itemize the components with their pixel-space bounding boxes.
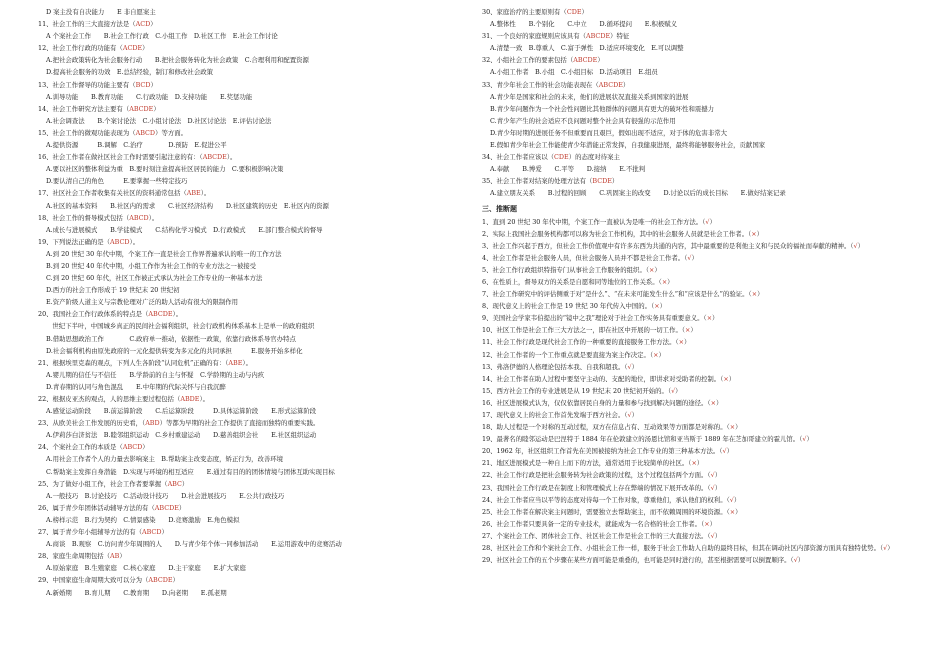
judgment-line xyxy=(482,324,922,336)
question-line xyxy=(38,393,456,405)
question-text: 20、1962 年，社区组织工作首先在美国被接纳为社会工作专业的第三种基本方法。（ xyxy=(482,447,723,456)
answer-options: A.伊莉莎白济贫法 B.睦邻组织运动 C.乡村重建运动 D.慈善组织会社 E.社区组织运动 xyxy=(46,431,317,440)
judgment-mark: × xyxy=(678,338,685,347)
answer-key: ABC xyxy=(167,479,182,488)
question-text: 27、个案社会工作、团体社会工作、社区社会工作是社会工作的三大直接方法。（ xyxy=(482,531,711,540)
question-text: 26、社会工作者只要具备一定的专业技术，就能成为一名合格的社会工作者。（ xyxy=(482,519,705,528)
answer-options: A.把社会政策转化为社会服务行动 B.把社会服务转化为社会政策 C.合理利用和配置资源 xyxy=(46,56,309,65)
judgment-mark: √ xyxy=(671,386,676,395)
question-tail: ） xyxy=(153,104,160,113)
answer-key: ABCDE xyxy=(154,503,179,512)
answer-key: ABCD xyxy=(122,443,143,452)
question-line xyxy=(482,30,922,42)
answer-key: ABCD xyxy=(135,128,156,137)
question-tail: ） xyxy=(733,495,741,504)
question-text: 25、为了做好小组工作，社会工作者要掌握（ xyxy=(38,479,168,488)
question-line xyxy=(38,79,456,91)
answer-options: B.青少年问题作为一个社会性问题比其他群体的问题具有更大的破坏性和震撼力 xyxy=(490,104,715,113)
question-tail: ）等都为早期的社会工作提供了直接而独特的重要实践。 xyxy=(159,419,320,428)
question-line xyxy=(482,151,922,163)
answer-options: A.社会调查法 B.个案讨论法 C.小组讨论法 D.社区讨论法 E.评估讨论法 xyxy=(46,116,272,125)
judgment-line xyxy=(482,409,922,421)
question-tail: ）。 xyxy=(129,237,140,246)
question-text: 35、社会工作者对结案的处理方法有（ xyxy=(482,177,593,186)
question-line xyxy=(38,151,456,163)
question-text: 22、根据皮亚杰的观点，人的思维主要过程包括（ xyxy=(38,395,181,403)
answer-options: D.社会福利机构由原先政府的一元化提供转变为多元化的共同承担 E.服务开始多样化 xyxy=(46,346,303,355)
question-tail: ） xyxy=(119,552,126,561)
answer-options: A 个案社会工作 B.社会工作行政 C.小组工作 D.社区工作 E.社会工作讨论 xyxy=(46,32,278,41)
answer-options: E.资产阶级人道主义与宗教伦理对广泛的助人活动有很大的限制作用 xyxy=(46,298,239,307)
judgment-line xyxy=(482,494,922,506)
question-tail: ） xyxy=(690,326,697,335)
question-line xyxy=(38,212,456,224)
judgment-line xyxy=(482,506,922,518)
judgment-mark: √ xyxy=(710,531,715,540)
judgment-line xyxy=(482,554,922,566)
answer-key: BCD xyxy=(135,80,151,89)
question-tail: ） xyxy=(142,443,149,452)
question-text: 2、实际上我国社会服务机构都可以称为社会工作机构，其中的社会服务人员就是社会工作者。（ xyxy=(482,229,752,238)
question-text: 1、直到 20 世纪 30 年代中期，个案工作一直被认为是唯一的社会工作方法。（ xyxy=(482,217,706,226)
question-line xyxy=(38,550,456,562)
judgment-mark: √ xyxy=(710,471,715,480)
question-line xyxy=(38,127,456,139)
question-tail: ） xyxy=(735,507,742,516)
question-line xyxy=(38,18,456,30)
answer-options: D.青少年时期的进展任务不但重要而且艰巨，假如出现不适应，对于体的危害非常大 xyxy=(490,128,727,137)
judgment-mark: × xyxy=(691,459,697,468)
judgment-line xyxy=(482,445,922,457)
question-text: 21、根据埃里克森的观点，下列人生各阶段“认同危机”正确的有：（ xyxy=(38,358,229,367)
question-tail: ） xyxy=(631,362,638,371)
question-text: 25、社会工作者在解决案主问题时，需要独立去帮助案主，而不依赖周围的环境资源。（ xyxy=(482,507,730,516)
question-line xyxy=(38,478,456,490)
question-line xyxy=(38,187,456,199)
judgment-mark: √ xyxy=(627,411,632,419)
question-text: 34、社会工作者应该以（ xyxy=(482,153,555,162)
answer-key: ABCDE xyxy=(598,80,623,89)
judgment-line xyxy=(482,469,922,481)
question-text: 8、现代意义上的社会工作是 19 世纪 30 年代传入中国的。（ xyxy=(482,302,655,311)
question-text: 10、社区工作是社会工作三大方法之一，即在社区中开展的一切工作。（ xyxy=(482,326,686,335)
question-tail: ） xyxy=(857,241,864,250)
question-text: 28、家庭生命周期包括（ xyxy=(38,552,111,561)
answer-options: A.新婚期 B.育儿期 C.教育期 D.向老期 E.孤老期 xyxy=(46,588,227,597)
answer-options: A.建立朋友关系 B.过程的回顾 C.巩固案主的改变 D.讨论以后的成长目标 E.做好结案记录 xyxy=(490,189,786,198)
judgment-line xyxy=(482,264,922,276)
question-text: 18、社会工作的督导模式包括（ xyxy=(38,213,130,222)
answer-options: D 案主没有自决能力 E 非自愿案主 xyxy=(46,8,156,16)
judgment-mark: × xyxy=(654,302,660,311)
judgment-line xyxy=(482,421,922,433)
question-tail: ） xyxy=(714,531,722,540)
answer-options: C.到 20 世纪 60 年代，社区工作被正式承认为社会工作专业的一种基本方法 xyxy=(46,274,263,283)
question-text: 3、社会工作兴起于西方，但社会工作价值观中有许多东西为共通的内容，其中最重要的是利他主义和与民众的福祉而奉献的精神。（ xyxy=(482,241,854,250)
answer-key: ABCD xyxy=(129,213,149,222)
question-line xyxy=(38,308,456,320)
judgment-line xyxy=(482,349,922,361)
answer-key: ACD xyxy=(135,20,151,29)
answer-key: ABCDE xyxy=(148,310,173,319)
question-tail: ） xyxy=(172,576,179,585)
answer-options: A.成长与进展模式 B.学徒模式 C.结构化学习模式 D.行政模式 E.部门整合模式的督导 xyxy=(46,225,323,234)
question-tail: ）的态度对待案主 xyxy=(568,153,620,162)
judgment-mark: × xyxy=(723,374,729,383)
judgment-mark: × xyxy=(751,229,757,238)
answer-options: A.用社会工作者个人的力量去影响案主 B.帮助案主改变态度，矫正行为，改善环境 xyxy=(46,455,284,464)
answer-options: A.到 20 世纪 30 年代中期，个案工作一直是社会工作界普遍承认的唯一的工作方法 xyxy=(46,249,282,258)
question-text: 12、社会工作行政的功能有（ xyxy=(38,44,123,53)
answer-options: A.感觉运动阶段 B.前运算阶段 C.后运算阶段 D.具体运算阶段 E.形式运算阶段 xyxy=(46,407,317,416)
question-text: 13、社会工作督导的功能主要有（ xyxy=(38,80,136,89)
answer-key: ABCDE xyxy=(129,104,154,113)
question-line xyxy=(38,574,456,586)
question-tail: ）。 xyxy=(199,395,210,403)
judgment-mark: × xyxy=(653,350,659,359)
question-text: 17、现代意义上的社会工作首先发端于西方社会。（ xyxy=(482,411,628,419)
question-text: 16、社会工作者在做社区社会工作时需要引起注意的有：（ xyxy=(38,153,203,162)
judgment-line xyxy=(482,373,922,385)
question-text: 7、社会工作研究中的评估侧重于对“是什么”、“在未来可能发生什么”和“应该是什么”的验证。（ xyxy=(482,290,752,299)
question-tail: ）。 xyxy=(200,189,211,198)
question-tail: ） xyxy=(887,544,894,553)
question-tail: ） xyxy=(161,528,168,537)
question-tail: ） xyxy=(597,56,604,65)
answer-options: A.榜样示范 B.行为契约 C.情景感染 D.竞赛激励 E.角色模拟 xyxy=(46,515,240,524)
answer-key: ABCDE xyxy=(202,153,227,162)
question-tail: ） xyxy=(675,386,682,395)
judgment-mark: × xyxy=(661,277,668,286)
judgment-line xyxy=(482,216,922,228)
judgment-mark: × xyxy=(710,398,716,407)
judgment-line xyxy=(482,276,922,288)
answer-options: A.一般技巧 B.讨论技巧 C.活动设计技巧 D.社会进展技巧 E.公共行政技巧 xyxy=(46,491,285,500)
question-text: 11、社会工作的三大直接方法是（ xyxy=(38,20,136,29)
judgment-mark: √ xyxy=(729,495,734,504)
question-tail: ）。 xyxy=(242,358,252,367)
question-line xyxy=(482,6,922,18)
question-tail: ） xyxy=(581,8,588,16)
answer-options: A.整体性 B.个别化 C.中立 D.循环提问 E.积极赋义 xyxy=(490,20,678,29)
question-line xyxy=(38,502,456,514)
question-text: 33、青少年社会工作的社会功能表现在（ xyxy=(482,80,599,89)
judgment-mark: × xyxy=(729,423,736,432)
question-tail: ） xyxy=(658,350,665,359)
question-tail: ） xyxy=(622,80,630,89)
answer-options: B.到 20 世纪 40 年代中期，小组工作作为社会工作的专业方法之一被接受 xyxy=(46,261,257,270)
judgment-mark: √ xyxy=(705,217,710,226)
judgment-line xyxy=(482,361,922,373)
answer-key: ABCDE xyxy=(148,576,173,585)
judgment-mark: √ xyxy=(687,253,692,262)
answer-options: A.奉献 B.博爱 C.平等 D.接纳 E.不批判 xyxy=(490,165,646,174)
question-line xyxy=(38,526,456,538)
question-text: 21、地区进展模式是一种自上而下的方法，通常适用于比较简单的社区。（ xyxy=(482,459,692,468)
question-tail: ）等方面。 xyxy=(155,128,188,137)
question-tail: ）。 xyxy=(172,310,183,319)
answer-options: A.青少年是国家和社会的未来，他们的进展状况直接关系到国家的进展 xyxy=(490,92,689,101)
answer-key: ABE xyxy=(228,358,243,367)
judgment-line xyxy=(482,433,922,445)
answer-key: BCDE xyxy=(592,177,612,186)
question-line xyxy=(38,103,456,115)
answer-options: A.商谈 B.观察 C.访问青少年周围的人 D.与青少年个体一同参加活动 E.运用游戏中的竞赛活动 xyxy=(46,540,342,549)
judgment-line xyxy=(482,542,922,554)
answer-options: B.借助思想政治工作 C.政府单一推动，依据性一政策，依靠行政体系导官办特点 xyxy=(46,334,296,343)
answer-key: ABCDE xyxy=(573,56,598,65)
judgment-mark: √ xyxy=(710,483,715,492)
answer-options: D.西方的社会工作形成于 19 世纪末 20 世纪初 xyxy=(46,286,180,295)
judgment-mark: × xyxy=(751,290,758,299)
question-tail: ） xyxy=(709,519,716,528)
question-text: 27、属于青少年小组辅导方法的有（ xyxy=(38,528,142,537)
question-tail: ）。 xyxy=(148,213,159,222)
answer-key: CDE xyxy=(554,153,569,162)
question-text: 6、在性质上，督导双方的关系是自愿和同等地位的工作关系。（ xyxy=(482,277,662,286)
question-text: 29、中国家庭生命周期大致可以分为（ xyxy=(38,576,149,585)
answer-options: D.提高社会服务的功效 E.总结经验，制订和修改社会政策 xyxy=(46,68,213,77)
question-line xyxy=(38,357,456,369)
question-tail: ） xyxy=(797,556,805,565)
question-tail: ） xyxy=(142,44,149,53)
question-tail: ） xyxy=(726,447,733,456)
question-tail: ） xyxy=(150,80,157,89)
judgment-mark: × xyxy=(685,326,691,335)
answer-key: ACDE xyxy=(122,44,143,53)
question-text: 23、从欧美社会工作发展的历史看，（ xyxy=(38,419,146,428)
judgment-line xyxy=(482,300,922,312)
judgment-line xyxy=(482,240,922,252)
question-tail: ） xyxy=(654,265,661,274)
judgment-line xyxy=(482,336,922,348)
question-text: 28、社区社会工作和个案社会工作、小组社会工作一样，服务于社会工作助人自助的最终目标，但其在调动社区内部资源方面具有独特优势。（ xyxy=(482,544,884,553)
question-tail: ） xyxy=(150,20,157,29)
question-text: 32、小组社会工作的要素包括（ xyxy=(482,56,574,65)
question-text: 18、助人过程是一个对称的互动过程，双方在信息占有、互动效果等方面都是对称的。（ xyxy=(482,423,730,432)
answer-key: ABDE xyxy=(180,395,200,403)
answer-options: A.小组工作者 B.小组 C.小组目标 D.活动项目 E.组员 xyxy=(490,68,658,77)
question-text: 13、弗洛伊德的人格理论包括本我、自我和超我。（ xyxy=(482,362,628,371)
judgment-mark: × xyxy=(649,265,655,274)
judgment-line xyxy=(482,457,922,469)
judgment-mark: √ xyxy=(853,241,858,250)
judgment-line xyxy=(482,482,922,494)
question-tail: ） xyxy=(714,471,722,480)
answer-options: C.青少年产生的社会适应不良问题对整个社会具有很强的示范作用 xyxy=(490,116,676,125)
answer-options: C.帮助案主发挥自身潜能 D.实现与环境的相互适应 E.通过有目的的团体情境与团体互助实现目标 xyxy=(46,467,335,476)
question-text: 9、美国社会学家韦伯提出的“镜中之我”理论对于社会工作实务具有重要意义。（ xyxy=(482,314,707,323)
judgment-line xyxy=(482,518,922,530)
question-text: 29、社区社会工作的五个步骤在某些方面可能是重叠的，也可能是同时进行的，甚至根据需要可以倒置顺序。（ xyxy=(482,556,794,565)
question-line xyxy=(38,417,456,429)
answer-options: D.青春期的认同与角色混乱 E.中年期的代际关怀与自我沉醉 xyxy=(46,382,226,391)
section-title: 三、推断题 xyxy=(482,203,517,213)
judgment-mark: √ xyxy=(793,556,798,565)
question-line xyxy=(482,79,922,91)
answer-options: A.要以社区的整体利益为重 B.要时刻注意提高社区居民的能力 C.要积极影响决策 xyxy=(46,165,284,174)
left-column xyxy=(38,6,456,599)
question-tail: ） xyxy=(756,229,764,238)
answer-key: AB xyxy=(110,552,120,561)
answer-key: ABCD xyxy=(110,237,130,246)
question-text: 5、社会工作行政组织特指专门从事社会工作服务的组织。（ xyxy=(482,265,650,274)
question-tail: ） xyxy=(631,411,638,419)
question-line xyxy=(482,175,922,187)
question-text: 15、西方社会工作的专业进展是从 19 世纪末 20 世纪初开始的。（ xyxy=(482,386,672,395)
question-tail: ） xyxy=(715,398,723,407)
question-tail: ） xyxy=(728,374,736,383)
judgment-mark: √ xyxy=(802,435,807,444)
question-text: 24、个案社会工作的本质是（ xyxy=(38,443,123,452)
question-text: 20、我国社会工作行政体系的特点是（ xyxy=(38,310,149,319)
answer-key: ABD xyxy=(145,419,160,428)
question-text: 30、家庭治疗的主要原则有（ xyxy=(482,8,567,16)
question-text: 22、社会工作行政是把社会服务转为社会政策的过程，这个过程包括两个方面。（ xyxy=(482,471,711,480)
question-line xyxy=(482,54,922,66)
question-line xyxy=(38,236,456,248)
question-line xyxy=(38,441,456,453)
question-text: 26、属于青少年团体活动辅导方法的有（ xyxy=(38,503,155,512)
question-text: 19、最著名的睦邻运动是巴涅特于 1884 年在伦敦建立的汤恩比馆和亚当斯于 1889 年在芝加哥建立的霍儿馆。（ xyxy=(482,435,803,444)
judgment-mark: × xyxy=(706,314,713,323)
question-text: 31、一个良好的家庭规则应该具有（ xyxy=(482,32,586,41)
judgment-mark: √ xyxy=(883,544,888,553)
answer-options: A.社区的基本资料 B.社区内的需求 C.社区经济结构 D.社区建筑的历史 E.社区内的资源 xyxy=(46,201,329,210)
judgment-mark: × xyxy=(704,519,710,528)
question-tail: ） xyxy=(709,217,716,226)
answer-options: A.训导功能 B.教育功能 C.行政功能 D.支持功能 E.奖惩功能 xyxy=(46,92,253,101)
question-text: 14、社会工作者在助人过程中要坚守主动的、支配的地位，即讲求对受助者的控制。（ xyxy=(482,374,724,383)
answer-key: ABCDE xyxy=(586,32,611,41)
answer-options: A.清楚一致 B.尊重人 C.富于弹性 D.适应环境变化 E.可以调整 xyxy=(490,44,684,53)
question-tail: ） xyxy=(181,479,189,488)
question-line xyxy=(38,42,456,54)
judgment-line xyxy=(482,252,922,264)
judgment-mark: × xyxy=(729,507,736,516)
answer-options: E.假如青少年社会工作能使青少年潜能正常发挥，自我健康进展，最终将能够服务社会，贡献国家 xyxy=(490,141,766,150)
question-tail: ） xyxy=(714,483,722,492)
answer-options: D.要认清自己的角色 E.要掌握一些特定技巧 xyxy=(46,177,188,186)
answer-key: ABCD xyxy=(142,528,162,537)
answer-options: A.提供资源 B.调解 C.治疗 D.预防 E.促进公平 xyxy=(46,141,227,150)
judgment-line xyxy=(482,288,922,300)
question-tail: ） xyxy=(735,423,742,432)
question-tail: ）。 xyxy=(226,153,237,162)
answer-key: ABE xyxy=(186,189,201,198)
judgment-line xyxy=(482,312,922,324)
question-text: 14、社会工作研究方法主要有（ xyxy=(38,104,130,113)
judgment-line xyxy=(482,530,922,542)
question-tail: ） xyxy=(691,253,698,262)
judgment-line xyxy=(482,228,922,240)
question-tail: ） xyxy=(611,177,619,186)
question-text: 19、下列说法正确的是（ xyxy=(38,237,111,246)
question-text: 11、社会工作行政是现代社会工作的一种重要的直接服务工作方法。（ xyxy=(482,338,679,347)
answer-options: A.原始家庭 B.生殖家庭 C.核心家庭 D.主干家庭 E.扩大家庭 xyxy=(46,564,246,573)
question-text: 4、社会工作者是社会服务人员，但社会服务人员并不都是社会工作者。（ xyxy=(482,253,688,262)
answer-key: CDE xyxy=(566,8,582,16)
judgment-mark: √ xyxy=(722,447,727,456)
question-tail: ） xyxy=(757,290,764,299)
question-tail: ） xyxy=(806,435,813,444)
question-tail: ） xyxy=(659,302,666,311)
question-text: 24、社会工作者应当以平等的态度对待每一个工作对象，尊重他们，承认他们的权利。（ xyxy=(482,495,730,504)
question-text: 15、社会工作的微观功能表现为（ xyxy=(38,128,136,137)
judgment-line xyxy=(482,385,922,397)
question-text: 23、我国社会工作行政是在制度上和管理模式上存在弊端的情况下展开改革的。（ xyxy=(482,483,711,492)
question-tail: ） xyxy=(667,277,674,286)
question-tail: ） xyxy=(684,338,691,347)
question-tail: ） xyxy=(178,503,186,512)
question-text: 16、社区进展模式认为，仅仅依靠居民自身的力量和参与找到解决问题的途径。（ xyxy=(482,398,711,407)
question-text: 12、社会工作者的一个工作重点就是要直接为案主作决定。（ xyxy=(482,350,654,359)
question-tail: ） xyxy=(696,459,704,468)
judgment-line xyxy=(482,397,922,409)
answer-options: A.婴儿期的信任与不信任 B.学龄前的自主与怀疑 C.学龄期的主动与内疚 xyxy=(46,370,265,379)
question-tail: ）特征 xyxy=(610,32,630,41)
judgment-mark: √ xyxy=(627,362,632,371)
answer-options: 世纪下半叶，中国城乡真正的民间社会福利组织，社会行政机构体系基本上是单一的政府组织 xyxy=(46,322,315,331)
question-text: 17、社区社会工作者收集有关社区的资料通常包括（ xyxy=(38,189,187,198)
question-tail: ） xyxy=(712,314,719,323)
right-column xyxy=(482,6,922,566)
